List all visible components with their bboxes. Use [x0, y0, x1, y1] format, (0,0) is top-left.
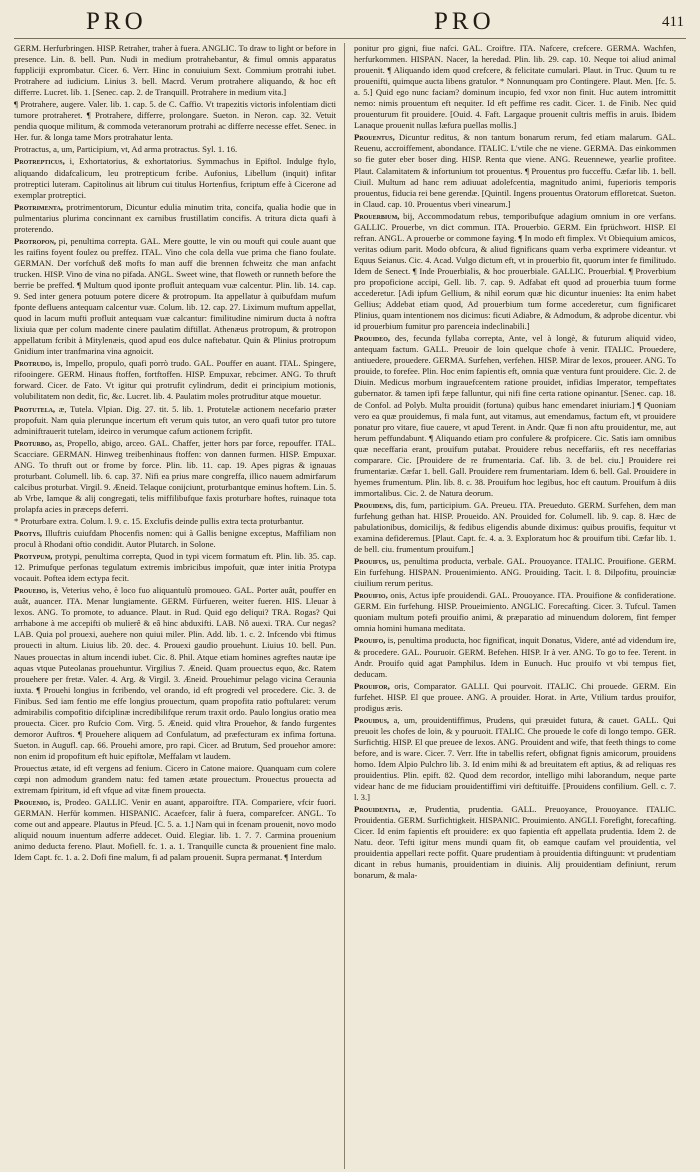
entry-text: a, um, prouidentiffimus, Prudens, qui præuidet futura, & cauet. GALL. Qui preuoit les chofes de loin, & y pouruoit. ITALIC. Che prouede le cofe di longo tempo. GER. Surfichtig. HISP. El que preuee de lexos. ANG. Prouident and wife, that feeth things to come before, and is ware. Cicer. 7. Verr. Ifte in tabellis refert, obfignat fignis amicorum, prouidens homo. Idem Alpio Pulchro lib. 3. Id enim mihi & ad breuitatem eft aptius, & ad reliquas res prouidentius. Plin. epift. 82. Quod dem recordor, intelligo mihi laborandum, neque parte videar hanc de me fiduciam prouidentiffimi viri deftituiffe. [Prouidens confilium. Gell. c. 7. l. 3.]: [354, 714, 676, 803]
entry-text: is, Prodeo. GALLIC. Venir en auant, apparoiftre. ITA. Compariere, vfcir fuori. GERMAN. Herfür kommen. HISPANIC. Acaefcer, falir à fuera, comparefcer. ANGL. To come out and appeare. Plautus in Pfeud. [C. 5. a. 1.] Nam qui in fcenam prouenit, novo modo aliquid nouum inuentum adferre addecet. Ouid. Elegiar. lib. 1. 7. 7. Carmina prouenium animo deducta fereno. Plaut. Mofiell. fc. 1. a. 1. Tranquille cuncta & prouenient fine malo. Idem Capt. fc. 1. a. 2. Dofi fine malum, fi ad palam prouenit. Supra permanat. ¶ Interdum: [14, 797, 336, 863]
entry-text: GERM. Herfurbringen. HISP. Retraher, traher à fuera. ANGLIC. To draw to light or before in presence. Lin. 8. bell. Pun. Nudi in medium protrahebantur, & fimul omnis apparatus fuppliciji exprombatur. Cicer. 6. Verr. Hinc in conuiuium Sext. Commium protrahi iubet. Protrahere ad iudicium. Linius 3. bell. Macrd. Verum protrahere aliquando, & hoc eft differre. Lucret. lib. 1. [Senec. cap. 2. de Tranquill. Protrahere in medium vita.]: [14, 43, 336, 98]
dictionary-entry: [14, 99, 336, 143]
entry-headword: Protypum,: [14, 551, 53, 562]
entry-headword: Prouentus,: [354, 132, 395, 143]
dictionary-entry: [354, 715, 676, 803]
dictionary-entry: [354, 333, 676, 499]
left-column: [14, 43, 336, 1169]
dictionary-entry: [354, 43, 676, 131]
entry-text: oris, Comparator. GALLI. Qui pourvoit. ITALIC. Chi prouede. GERM. Ein furfehet. HISP. El que prouee. ANG. A prouider. Horat. in Arte, Vtilium tardus prouifor, prodigus æris.: [354, 680, 676, 713]
entry-headword: Prouidentia,: [354, 804, 401, 815]
dictionary-entry: [354, 635, 676, 679]
dictionary-entry: [14, 438, 336, 515]
entry-text: as, Propello, abigo, arceo. GAL. Chaffer, jetter hors par force, repouffer. ITAL. Scacciare. GERMAN. Hinweg treibenhinaus ftoffen: von dannen furmen. HISP. Empuxar. ANG. To thruft out or frome by force. Plin. lib. 11. cap. 19. Apes pigras & ignauas proturbant. Columell. lib. 6. cap. 37. Nifi ea prius mare congreffa, illico nauem admirfarum calcibus proturbat. Virgil. 9. Æneid. Telaque conijciunt, proturbantque eminus hoftem. Lin. 5. ab Vrbe, Iamque & alij congregati, telis miffilibufque faxis proturbare hoftes, ruinaque tota prolapfa acies in præceps deferri.: [14, 437, 336, 514]
entry-text: protypi, penultima correpta, Quod in typi vicem formatum eft. Plin. lib. 35. cap. 12. Primufque perfonas tegulatum extremis imbricibus impofuit, quæ inter initia Protypa vocauit. Poftea idem ectypa fecit.: [14, 551, 336, 584]
left-running-head: PRO: [86, 8, 147, 35]
dictionary-entry: [14, 236, 336, 358]
entry-text: Prouectus ætate, id eft vergens ad fenium. Cicero in Catone maiore. Quanquam cum colere cœpi non admodum grandem natu: fed tamen ætate prouectum. Prouectus prouecta ad extremam fpiritum, id eft vfque ad vitæ finem prouecta.: [14, 763, 336, 796]
dictionary-entry: [354, 681, 676, 714]
entry-headword: Protutela,: [14, 403, 56, 414]
entry-headword: Protys,: [14, 528, 43, 539]
entry-text: dis, fum, participium. GA. Preueu. ITA. Preueduto. GERM. Surfehen, dem man furfehung gethan hat. HISP. Proueido. AN. Prouided for. Columell. lib. 9. cap. 8. Hæc de pabulationibus, domicilijs, & fedibus eligendis abunde diximus: quibus prouifis, fequitur vt examina defideremus. [Plaut. Capt. fc. 4. a. 3. Exploratum hoc & prouifum tibi. Cæfar lib. 1. de bell. ciu. frumentum prouifum.]: [354, 499, 676, 555]
entry-headword: Protrimenta,: [14, 201, 63, 212]
entry-headword: Prouifor,: [354, 680, 390, 691]
entry-text: ¶ Protrahere, augere. Valer. lib. 1. cap. 5. de C. Caffio. Vt trapezitis victoris infolentiam dicti tumore protraheret. ¶ Protrahere, differre, prolongare. Sueton. in Neron. cap. 32. Vetuit pendia quoque militum, & commoda veteranorum protrahi ac differre necesse effet. Senec. in Her. fur. & longa tame Mors protrahatur lenta.: [14, 99, 336, 143]
dictionary-entry: [354, 804, 676, 881]
entry-text: æ, Tutela. Vlpian. Dig. 27. tit. 5. lib. 1. Protutelæ actionem necefario præter propofuit. Nam quia plerunque incertum eft verum quis tutor, an vero quafi tutor pro tutore adminiftrauerit tutelam, ideirco in verumque cafum actionem fcripfit.: [14, 403, 336, 436]
dictionary-entry: [14, 516, 336, 527]
entry-headword: Prouifus,: [354, 556, 389, 567]
entry-text: Dicuntur reditus, & non tantum bonarum rerum, fed etiam malarum. GAL. Reuenu, accroiffement, abondance. ITALIC. L'vtile che ne viene. GERMA. Das einkommen so fie guter eber boser ding. HISP. Renta que viene. ANG. Reuennewe, yearlie profitee. Plaut. Calamitatem & infortunium tot prouentus. ¶ Prouentus pro fucceffu. Cæfar lib. 1. bell. Ciuil. Multum ad hanc rem adiuuat adolefcentia, magnitudo animi, fuperioris temporis prouentus, fiducia rei bene gerendæ. [Quintil. Ingens prouentus Oratorum effloretcat. Sueton. in Claud. cap. 10. Prouentus vberi vinearum.]: [354, 132, 676, 209]
entry-headword: Prouerbium,: [354, 210, 400, 221]
entry-headword: Prouifio,: [354, 590, 388, 601]
entry-text: i, Exhortatorius, & exhortatorius. Symmachus in Epiftol. Indulge ftylo, aliquando didafcalicum, leu protrepticum fcribe. Aufonius, Libellum (inquit) infitar protreptici luteram. Capitolinus ait librum cui titulus Hortenfius, fcriptum effe à Cicerone ad exemplar protreptici.: [14, 156, 336, 200]
dictionary-entry: [14, 144, 336, 155]
entry-text: Protractus, a, um, Participium, vt, Ad arma protractus. Syl. 1. 16.: [14, 144, 238, 155]
entry-headword: Prouidus,: [354, 714, 390, 725]
page-number: 411: [662, 14, 684, 30]
dictionary-entry: [14, 551, 336, 584]
entry-text: des, fecunda fyllaba correpta, Ante, vel à longè, & futurum aliquid video, antequam factum. GALL. Preuoir de loin quelque chofe à venir. ITALIC. Prouedere, antiuedere, prouedere. GERMA. Surfehen, verfehen. HISP. Mirar de lexos, proueer. ANG. To prouide, to forefee. Plin. Hoc enim fapientis eft, omnia quæ ventura funt prouidere. Cic. 2. de Diuin. Medicus morbum ingrauefcentem ratione prouidet, infidias Imperator, tempeftates gubernator. & tamen ipfi fæpe falluntur, qui nifi fine certa ratione opinantur. [Senec. cap. 18. de Confol. ad Polyb. Multa prouidit (fortuna) quibus hanc emendaret iniuriam.] ¶ Quoniam vero ea quæ prouidemus, fi mala funt, aut vitamus, aut emendamus, factum eft, vt prouidere ponatur pro vitare, fiue cauere, vt apud Terent. in Andr. Quæ fi non aftu prouidentur, me, aut herum peffundabunt. ¶ Aliquando etiam pro confulere & profpicere. Cic. Satis iam omnibus quæ neceffaria erant, prouifum putabat. Prouidere rebus neceffariis, eft res neceffarias comparare. Cic. [Prouidere de re frumentaria. Caf. lib. 3. de bel. ciu.] Prouidere rei frumentariæ. Cæfar 1. bell. Gall. Prouidere rem frumentariam. Idem 6. bell. Gal. Prouidere in hyemes frumentum. Plin. lib. 8. c. 38. Prouifum hoc legibus, hoc eft cautum. Prouifum à diis immortalibus. Cic. 2. de Natura deorum.: [354, 333, 676, 498]
dictionary-entry: [14, 404, 336, 437]
entry-headword: Protrepticus,: [14, 156, 65, 167]
dictionary-entry: [14, 202, 336, 235]
entry-text: is, Impello, propulo, quafi porrò trudo. GAL. Pouffer en auant. ITAL. Spingere, rifooingere. GERM. Hinaus ftoffen, fortftoffen. HISP. Empuxar, rebcimer. ANG. To thruft forward. Cicer. de Fato. Vt igitur qui protrufit cylindrum, dedit ei principium motionis, volubilitatem non dedit, fic, &c. Lucret. lib. 4. Paulatim moles protruditur atque mouetur.: [14, 358, 336, 402]
entry-text: æ, Prudentia, prudentia. GALL. Preuoyance, Prouoyance. ITALIC. Prouidentia. GERM. Surfichtigkeit. HISPANIC. Prouimiento. ANGLI. Forefight, forecafting. Cicer. Id enim fapientis eft prouidere: ex quo fapientia eft appellata prudentia. Idem 2. de Natu. deor. Tefti igitur mens mundi quam fit, ob eamque caufam vel prouidentia, vel prouidentia appellari recte poffit. Quare prudentiam à prouidentia diftinguunt: vt prudentiam dicant in rebus humanis, prouidentiam in diuinis. Alij prouidentiam definiunt, rerum bonarum, & mala-: [354, 804, 676, 881]
entry-text: onis, Actus ipfe prouidendi. GAL. Prouoyance. ITA. Prouifione & confideratione. GERM. Ein furfehung. HISP. Proueimiento. ANGLIC. Forecafting. Cicer. 3. Tufcul. Tamen quoniam multum potefi prouifio animi, & præparatio ad minuendum dolorem, fint femper omnia homini humana meditata.: [354, 590, 676, 634]
dictionary-entry: [14, 797, 336, 863]
entry-headword: Protropon,: [14, 235, 57, 246]
entry-headword: Proueho,: [14, 585, 49, 596]
entry-text: us, penultima producta, verbale. GAL. Prouoyance. ITALIC. Prouifione. GERM. Ein furfehung. HISPAN. Prouenimiento. ANG. Prouiding. Tacit. l. 8. Dilpofitu, prouinciæ ciuilium rerum peritus.: [354, 556, 676, 589]
entry-headword: Prouidens,: [354, 499, 394, 510]
entry-text: Illuftris cuiufdam Phocenfis nomen: qui à Gallis benigne exceptus, Maffiliam non procul à Rhodani oftio condidit. Autor Plutarch. in Solone.: [14, 528, 336, 550]
dictionary-entry: [354, 590, 676, 634]
dictionary-entry: [14, 763, 336, 796]
entry-text: ponitur pro gigni, fiue nafci. GAL. Croiftre. ITA. Nafcere, crefcere. GERMA. Wachfen, herfurkommen. HISPAN. Nacer, la heredad. Plin. lib. 29. cap. 10. Neque toi aliud animal prouenit. ¶ Aliquando idem quod crefcere, & felicitate cumulari. Plaut. in Truc. Quum tu re prouenifti, quimque aucta libens gratulor. * Nonnunquam pro Contingere. Plaut. Men. [fc. 5. a. 5.] Quid ego nunc faciam? dominum incupio, fed vxor non finit. Huc autem intromittit nemo: nimis prouentum eft nequiter. Id eft peffime res cadit. Cicer. 1. de Finib. Nec quid prouenturum fit prouidere. [Ouid. 4. Faft. Largaque prouenit cultris meffis in aruis. Ibidem Lanaque prouenit nullas læfura puellas mollis.]: [354, 43, 676, 131]
text-columns: [14, 43, 686, 1169]
dictionary-entry: [354, 132, 676, 209]
entry-headword: Protrudo,: [14, 358, 53, 369]
dictionary-entry: [14, 156, 336, 200]
entry-text: is, penultima producta, hoc fignificat, inquit Donatus, Videre, anté ad videndum ire, & procedere. GAL. Pouruoir. GERM. Befehen. HISP. Ir à ver. ANG. To go to fee. Terent. in Andr. Prouifo quid agat Pamphilus. Idem in Eunuch. Huc prouifo vt vbi tempus fiet, deducam.: [354, 635, 676, 679]
entry-text: bij, Accommodatum rebus, temporibufque adagium omnium in ore verfans. GALLIC. Prouerbe, vn dict commun. ITA. Prouerbio. GERM. Ein fprüchwort. HISP. El refran. ANGL. A prouerbe or commone faying. ¶ In modo eft fimplex. Vt Obiequium amicos, veritas odium parit. Modo obfcura, & aliud fignificans quam verba exprimere videantur. vt Equus Seianus. Cic. 4. Acad. Vulgo dictum eft, vt in prouerbio fit, quorum inter fe fimilitudo. Idem de Senect. ¶ Inde Prouerbialis, & hoc prouerbiale. GALLIC. Prouerbial. ¶ Proverbium pro propoficione accipi, Gell. lib. 7. cap. 9. Adfabat eft quod ad prouerbia tuum forme accederetur. [Adi ipfum Gellium, & nihil eorum quæ hic dicuntur inuenies: Ita enim habet Gellius; Addebat etiam quod, Ad prouerbium tum forme accederetur, cum fignificaret Plinius, quam intentionem nos dicimus: ficuti Adiabre, & Admodum, & adprobe dicentur. vbi id prouerbium fumitur pro parenceia indeclinabili.]: [354, 210, 676, 332]
entry-text: protrimentorum, Dicuntur edulia minutim trita, concifa, qualia hodie que in pulmentarius plurima concinnant ex carnibus frustillatim concifis. A tritura dicta quafi à proterendo.: [14, 201, 336, 234]
dictionary-entry: [14, 585, 336, 762]
entry-headword: Prouideo,: [354, 333, 391, 344]
dictionary-entry: [354, 211, 676, 333]
dictionary-entry: [354, 556, 676, 589]
entry-headword: Prouenio,: [14, 797, 51, 808]
right-column: [354, 43, 676, 1169]
dictionary-entry: [14, 43, 336, 98]
column-divider: [344, 43, 345, 1169]
entry-headword: Proturbo,: [14, 437, 52, 448]
entry-headword: Prouifo,: [354, 635, 386, 646]
entry-text: pi, penultima correpta. GAL. Mere goutte, le vin ou mouft qui coule auant que les raifins foyent foulez ou preffez. ITAL. Vino che cola della vue prima che fiano foulate. GERMAN. Der vorfchuß deß mofts fo man auff die brennen fchweitz che man anfacht trucken. HISP. Vino de vina no pifada. ANGL. Sweet wine, that floweth or runneth before the berrie be preffed. ¶ Multum quod iponte profluit antequam vuæ calcentur. Plin. lib. 14. cap. 9. Sed inter genera potuum potere dicere & protropum. Ita appellatur à quibufdam mufum fponte defluens antequam calcentur vuæ. Colum. lib. 12. cap. 27. Liximum muftum appellat, quod in lacum mufti profluit antequam vuæ calcantur: fimilitudine nimirum ducta à noftra lixiuia quæ per colum madente cinere paulatim diftillat. Athenæus protropum, & protropon appellatum fcribit à Mitylenæis, quod apud eos dulce naftebatur. Quin & Plinius protropum Gnidium inter tranfmarina vina agnoicit.: [14, 235, 336, 357]
dictionary-entry: [354, 500, 676, 555]
dictionary-entry: [14, 358, 336, 402]
page-header: [14, 8, 686, 39]
entry-text: is, Veterius veho, è loco fuo aliquantulù promoueo. GAL. Porter auât, pouffer en auât, auancer. ITA. Menar lungiamente. GERM. Fürfueren, weiter fueren. HIS. Lleuar à lexos. ANG. To promote, to aduance. Plaut. in Rud. Quid ego deliqui? TRA. Rogas? Qui arrhabone à me accepifti ob mulierê & eâ hinc abduxifti. LAB. Nô auexi. TRA. Cur negas? LAB. Quia pol prouexi, auehere non quiui miler. Plin. Add. lib. 1. c. 2. Infcendo vbi ftimus prouecti in altum. Liuius lib. 20. dec. 4. Prouexi gaudio prouehunt. Liuius 10. bell. Pun. Naues prouectas in altum incendi iubet. Cic. 8. Phil. Atque etiam homines agreftes nautæ ipe aquas vtque Puteolanas prouehuntur. Virgilius 7. Æneid. Quam prouectus equo, &c. Ratem prouehere per fretæ. Valer. 4. Arg. & Virgil. 3. Æneid. Prouehimur pelago vicina Ceraunia iuxta. ¶ Prouehi longius in fcribendo, vel orando, id eft progredi vel procedere. Cic. 3. de Finibus. Sed iam fentio me effe longius prouectum, quam propofita ratio poftularet: verum admirabilis compofitio difciplinæ incredibilifque rerum traxit ordo. Paulo longius oratio mea prouecta. Cicer. pro Rufcio Com. Virg. 5. Æneid. quid vltra Prouehor, & fando furgentes demoror Auftros. ¶ Prouehere aliquem ad Confulatum, ad præfecturam ex infima fortuna. Sueton. in Augufl. cap. 66. Prouehi amore, pro rapi. Cicer. ad Brutum, Sed prouehor amore: non enim id propofitum eft huic epiftolæ, Meffalam vt laudem.: [14, 585, 336, 761]
entry-text: * Proturbare extra. Colum. l. 9. c. 15. Exclufis deinde pullis extra tecta proturbantur.: [14, 515, 304, 526]
right-running-head: PRO: [434, 8, 495, 35]
dictionary-entry: [14, 528, 336, 550]
